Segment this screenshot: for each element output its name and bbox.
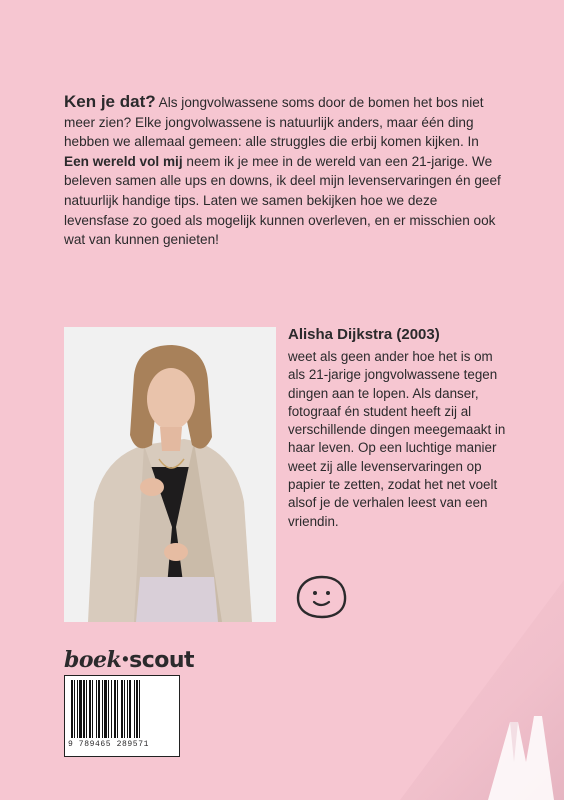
blurb-lead: Ken je dat? [64,92,156,111]
author-bio: weet als geen ander hoe het is om als 21-jarige jongvolwassene tegen dingen aan te lopen. Als danser, fotograaf én student heeft zij al verschillende dingen meegemaakt in haar leven. Op een luchtige manier weet zij alle levenservaringen op papier te zetten, zodat het net voelt alsof je de verhalen leest van een vriendin. [288,349,506,529]
author-photo [64,327,276,622]
book-title: Een wereld vol mij [64,153,183,169]
blurb-text-2: neem ik je mee in de wereld van een 21-jarige. We beleven samen alle ups en downs, ik deel mijn levenservaringen én geef natuurlijk handige tips. Laten we samen bekijken hoe we deze levensfase zo goed als mogelijk kunnen overleven, en er misschien ook wat van kunnen genieten! [64,153,501,248]
barcode-bars [69,680,175,738]
author-name: Alisha Dijkstra (2003) [288,326,440,343]
blurb-text-1: Als jongvolwassene soms door de bomen het bos niet meer zien? Elke jongvolwassene is natuurlijk anders, maar één ding hebben we allemaal gemeen: alle struggles die erbij komen kijken. In [64,95,484,150]
smiley-face-icon [294,574,350,620]
publisher-logo: boek•scout [64,647,195,673]
publisher-watermark-icon [480,702,560,800]
isbn-barcode [64,675,180,757]
isbn-number: 9 789465 289571 [68,740,150,749]
back-cover-blurb [64,92,504,250]
